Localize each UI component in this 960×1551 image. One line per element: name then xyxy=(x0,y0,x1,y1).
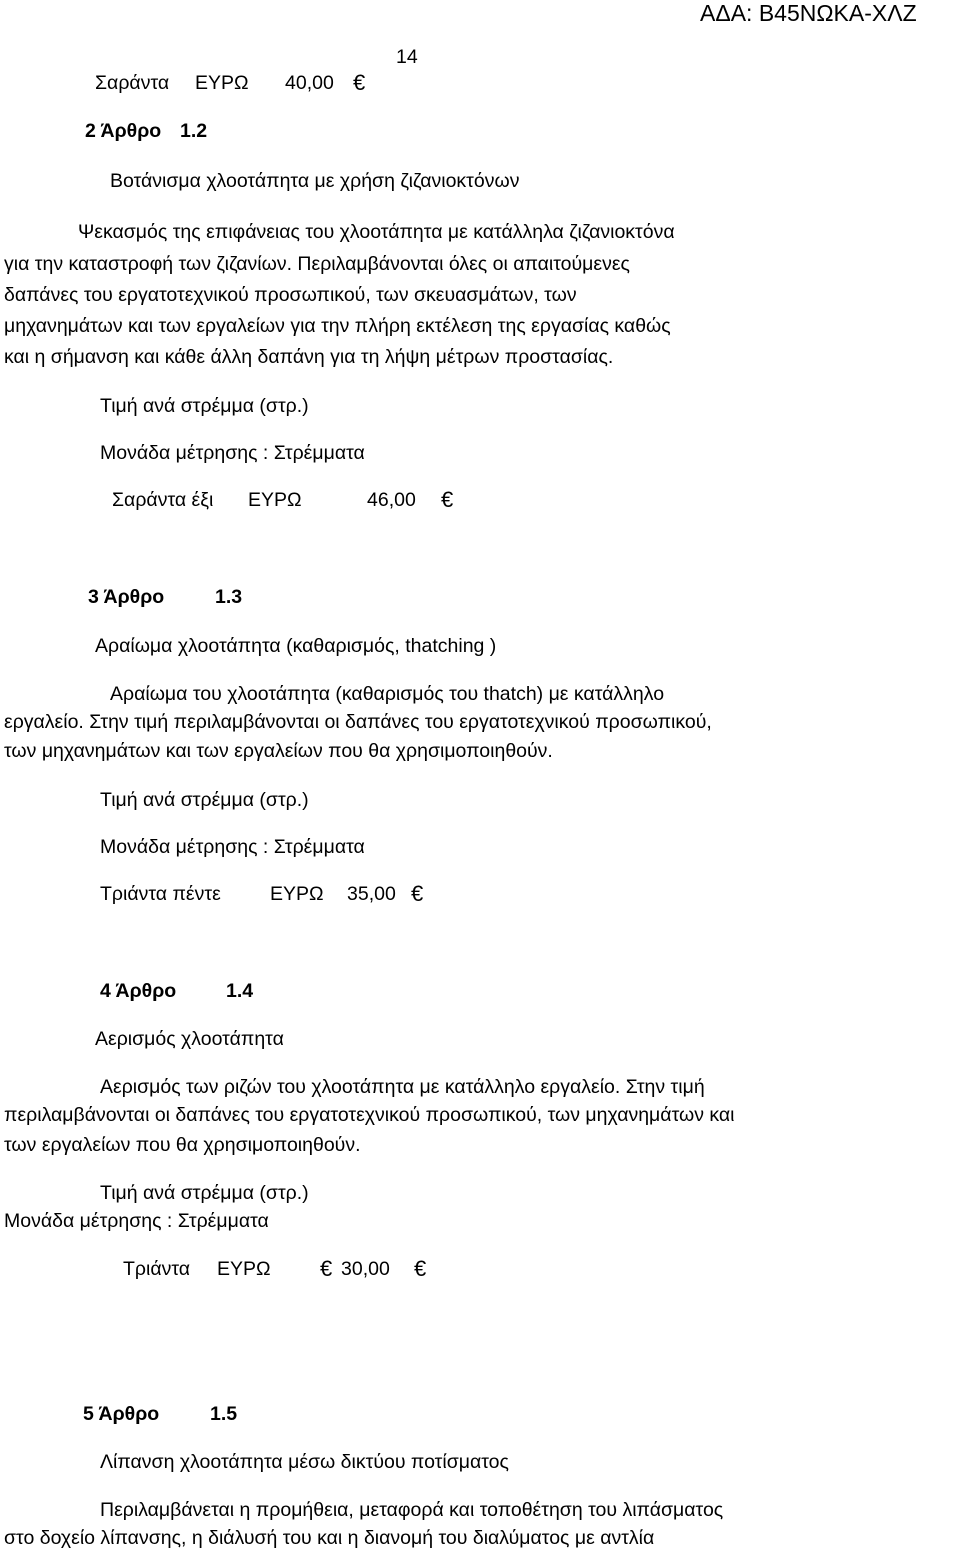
currency-label: ΕΥΡΩ xyxy=(248,489,302,511)
price-value: 30,00 xyxy=(341,1258,390,1280)
ada-code: ΑΔΑ: Β45ΝΩΚΑ-ΧΛΖ xyxy=(700,0,917,26)
price-words: Τριάντα xyxy=(123,1258,191,1280)
price-value: 46,00 xyxy=(367,489,416,511)
description-line: και η σήμανση και κάθε άλλη δαπάνη για τη λήψη μέτρων προστασίας. xyxy=(4,346,614,368)
description-line: μηχανημάτων και των εργαλείων για την πλήρη εκτέλεση της εργασίας καθώς xyxy=(4,315,671,337)
unit-of-measure: Μονάδα μέτρησης : Στρέμματα xyxy=(100,836,365,858)
unit-of-measure: Μονάδα μέτρησης : Στρέμματα xyxy=(100,442,365,464)
description-line: Ψεκασμός της επιφάνειας του χλοοτάπητα με κατάλληλα ζιζανιοκτόνα xyxy=(78,221,675,243)
price-words: Σαράντα έξι xyxy=(112,489,214,511)
euro-icon: € xyxy=(414,1256,427,1281)
article-code: 1.3 xyxy=(215,586,243,608)
article-code: 1.2 xyxy=(180,120,208,142)
article-title: Αραίωμα χλοοτάπητα (καθαρισμός, thatching ) xyxy=(95,635,497,657)
description-line: για την καταστροφή των ζιζανίων. Περιλαμβάνονται όλες οι απαιτούμενες xyxy=(4,253,630,275)
article-index: 2 Άρθρο xyxy=(85,120,162,142)
description-line: των μηχανημάτων και των εργαλείων που θα χρησιμοποιηθούν. xyxy=(4,740,553,762)
price-per-unit: Τιμή ανά στρέμμα (στρ.) xyxy=(100,789,309,811)
article-index: 3 Άρθρο xyxy=(88,586,165,608)
price-words: Τριάντα πέντε xyxy=(100,883,221,905)
page-number: 14 xyxy=(396,46,418,68)
description-line: Αερισμός των ριζών του χλοοτάπητα με κατάλληλο εργαλείο. Στην τιμή xyxy=(100,1076,705,1098)
euro-icon: € xyxy=(353,70,366,95)
article-index: 4 Άρθρο xyxy=(100,980,177,1002)
article-code: 1.4 xyxy=(226,980,254,1002)
price-value: 40,00 xyxy=(285,72,334,94)
currency-label: ΕΥΡΩ xyxy=(217,1258,271,1280)
price-per-unit: Τιμή ανά στρέμμα (στρ.) xyxy=(100,1182,309,1204)
article-title: Λίπανση χλοοτάπητα μέσω δικτύου ποτίσματος xyxy=(100,1451,509,1473)
article-code: 1.5 xyxy=(210,1403,238,1425)
euro-icon: € xyxy=(320,1256,333,1281)
currency-label: ΕΥΡΩ xyxy=(195,72,249,94)
article-title: Αερισμός χλοοτάπητα xyxy=(95,1028,284,1050)
euro-icon: € xyxy=(441,487,454,512)
description-line: Αραίωμα του χλοοτάπητα (καθαρισμός του thatch) με κατάλληλο xyxy=(110,683,665,705)
currency-label: ΕΥΡΩ xyxy=(270,883,324,905)
description-line: περιλαμβάνονται οι δαπάνες του εργατοτεχνικού προσωπικού, των μηχανημάτων και xyxy=(4,1104,735,1126)
description-line: εργαλείο. Στην τιμή περιλαμβάνονται οι δαπάνες του εργατοτεχνικού προσωπικού, xyxy=(4,711,712,733)
description-line: δαπάνες του εργατοτεχνικού προσωπικού, των σκευασμάτων, των xyxy=(4,284,577,306)
description-line: Περιλαμβάνεται η προμήθεια, μεταφορά και τοποθέτηση του λιπάσματος xyxy=(100,1499,724,1521)
price-words: Σαράντα xyxy=(95,72,170,94)
description-line: στο δοχείο λίπανσης, η διάλυσή του και η διανομή του διαλύματος με αντλία xyxy=(4,1527,655,1549)
price-value: 35,00 xyxy=(347,883,396,905)
unit-of-measure: Μονάδα μέτρησης : Στρέμματα xyxy=(4,1210,269,1232)
price-per-unit: Τιμή ανά στρέμμα (στρ.) xyxy=(100,395,309,417)
article-title: Βοτάνισμα χλοοτάπητα με χρήση ζιζανιοκτόνων xyxy=(110,170,520,192)
euro-icon: € xyxy=(411,881,424,906)
article-index: 5 Άρθρο xyxy=(83,1403,160,1425)
description-line: των εργαλείων που θα χρησιμοποιηθούν. xyxy=(4,1134,361,1156)
